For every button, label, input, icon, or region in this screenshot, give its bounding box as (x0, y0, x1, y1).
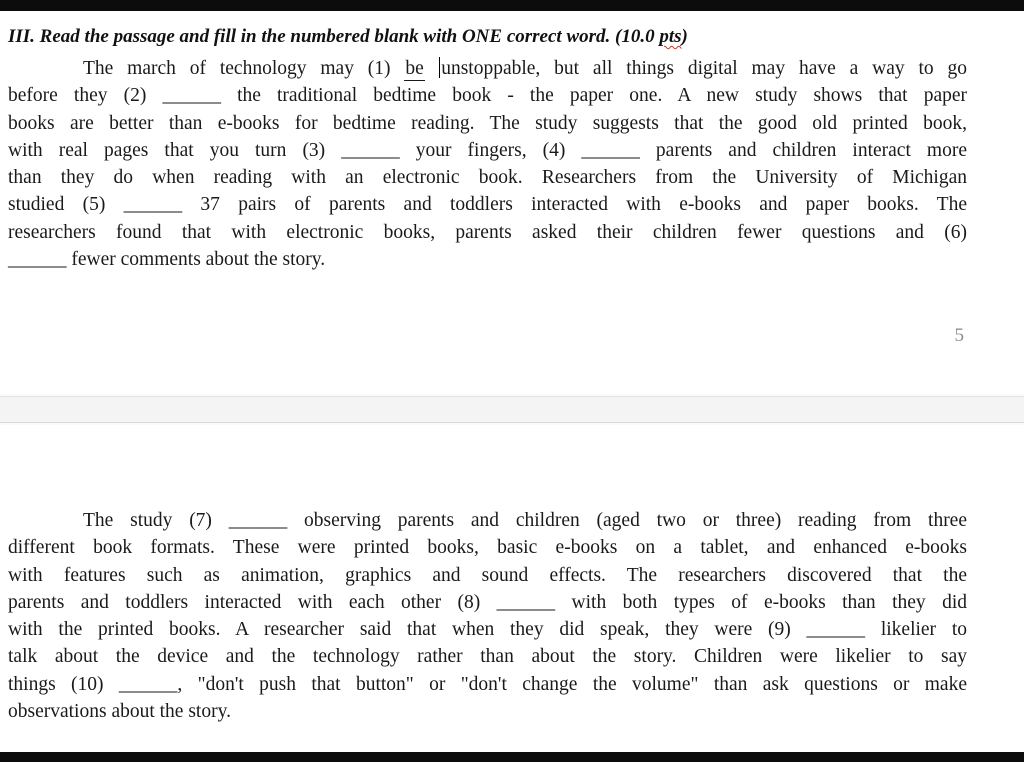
passage-line: researchers found that with electronic books, parents asked their children fewer questions and (6) (8, 221, 967, 243)
passage-line: observations about the story. (8, 701, 231, 723)
passage-line: books are better than e-books for bedtime reading. The study suggests that the good old printed book, (8, 112, 967, 134)
passage-line: The study (7) ______ observing parents and children (aged two or three) reading from three (83, 510, 967, 531)
passage-line: different book formats. These were printed books, basic e-books on a tablet, and enhanced e-books (8, 537, 967, 559)
section-title[interactable] (8, 26, 967, 48)
passage-line: with the printed books. A researcher said that when they did speak, they were (9) ______ likelier to (8, 619, 967, 641)
top-letterbox-bar (0, 0, 1024, 11)
passage-line: studied (5) ______ 37 pairs of parents and toddlers interacted with e-books and paper books. The (8, 194, 967, 216)
page-number: 5 (954, 325, 964, 346)
passage-line: things (10) ______, "don't push that button" or "don't change the volume" than ask questions or make (8, 673, 967, 695)
text-segment: unstoppable, but all things digital may have a way to go (441, 58, 968, 79)
passage-line: with features such as animation, graphics and sound effects. The researchers discovered that the (8, 564, 967, 586)
passage-line: parents and toddlers interacted with each other (8) ______ with both types of e-books than they did (8, 591, 967, 613)
passage-page-1[interactable] (8, 55, 967, 273)
passage-line (8, 55, 967, 82)
bottom-letterbox-bar (0, 752, 1024, 762)
passage-line: ______ fewer comments about the story. (8, 249, 326, 271)
passage-line: talk about the device and the technology rather than about the story. Children were likelier to say (8, 646, 967, 668)
text-segment: The march of technology may (1) (83, 58, 405, 79)
page-break-gap (0, 396, 1024, 423)
typed-answer: be (405, 58, 424, 79)
text-segment: III. Read the passage and fill in the numbered blank with ONE correct word. (10.0 (8, 26, 660, 47)
text-segment (425, 58, 439, 79)
spellchecked-word: pts (659, 26, 682, 47)
passage-page-2[interactable] (8, 507, 967, 725)
text-segment: ) (681, 26, 688, 47)
text-cursor (439, 57, 441, 78)
passage-line: with real pages that you turn (3) ______ your fingers, (4) ______ parents and children interact more (8, 139, 967, 161)
passage-line: than they do when reading with an electronic book. Researchers from the University of Michigan (8, 167, 967, 189)
passage-line: before they (2) ______ the traditional bedtime book - the paper one. A new study shows that paper (8, 85, 967, 107)
